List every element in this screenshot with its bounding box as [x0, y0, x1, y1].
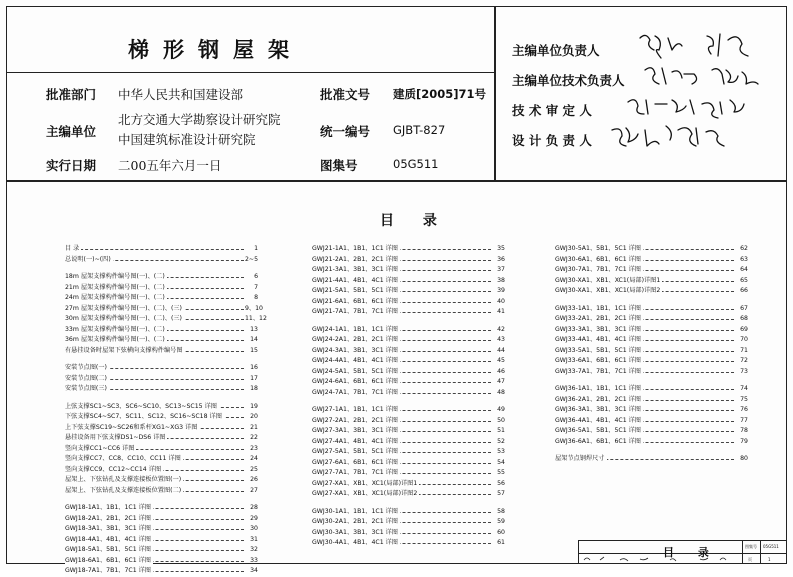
toc-entry-title: GWJ24-2A1、2B1、2C1 详图 — [312, 335, 400, 346]
toc-entry-title: 总说明(一)~(四) — [65, 255, 113, 266]
toc-entry — [312, 426, 505, 437]
toc-entry-title: GWJ18-5A1、5B1、5C1 详图 — [65, 545, 153, 556]
editor-unit-label: 主编单位 — [46, 124, 97, 139]
toc-entry-title: GWJ24-3A1、3B1、3C1 详图 — [312, 346, 400, 357]
toc-entry-page: 1 — [254, 245, 258, 252]
toc-entry — [65, 335, 258, 346]
toc-entry-title: GWJ27-XA1、XB1、XC1(局部)详图2 — [312, 489, 419, 500]
unified-no-label: 统一编号 — [320, 124, 371, 139]
toc-heading: 目 录 — [380, 213, 449, 229]
toc-entry-title: GWJ30-XA1、XB1、XC1(局部)详图2 — [555, 286, 662, 297]
toc-entry-title: GWJ21-2A1、2B1、2C1 详图 — [312, 255, 400, 266]
toc-leader-line — [65, 249, 244, 250]
toc-entry-page: 23 — [250, 444, 258, 452]
toc-entry-page: 70 — [740, 336, 748, 343]
toc-entry-page: 14 — [250, 336, 258, 343]
titleblock-top-line — [578, 540, 787, 541]
toc-entry-page: 38 — [497, 276, 505, 284]
toc-entry-title: GWJ30-5A1、5B1、5C1 详图 — [555, 244, 643, 255]
toc-entry-page: 29 — [250, 514, 258, 522]
toc-entry — [312, 447, 505, 458]
toc-entry-page: 57 — [497, 490, 505, 497]
toc-entry-title: GWJ33-3A1、3B1、3C1 详图 — [555, 325, 643, 336]
toc-entry-title: GWJ27-1A1、1B1、1C1 详图 — [312, 405, 400, 416]
unified-no-value: GJBT-827 — [393, 123, 446, 137]
editor-unit-value-2: 中国建筑标准设计研究院 — [118, 132, 256, 147]
toc-entry — [555, 426, 748, 437]
toc-entry-title: GWJ21-5A1、5B1、5C1 详图 — [312, 286, 400, 297]
toc-entry-page: 27 — [250, 486, 258, 494]
toc-entry-page: 58 — [497, 507, 505, 515]
toc-entry-title: 屋架上、下弦钻孔及支撑连接板位置图(一) — [65, 475, 183, 486]
toc-entry — [555, 325, 748, 336]
toc-entry — [65, 363, 258, 374]
toc-entry — [555, 244, 748, 255]
toc-entry-title: 36m 屋架支撑构件编号图(一)、(二) — [65, 335, 167, 346]
impl-date-label: 实行日期 — [46, 158, 97, 173]
toc-entry — [555, 384, 748, 395]
toc-entry-page: 53 — [497, 448, 505, 455]
toc-entry-title: GWJ36-6A1、6B1、6C1 详图 — [555, 437, 643, 448]
toc-entry — [65, 486, 258, 497]
toc-entry-title: GWJ21-6A1、6B1、6C1 详图 — [312, 297, 400, 308]
toc-entry-title: GWJ21-3A1、3B1、3C1 详图 — [312, 265, 400, 276]
toc-entry-title: 竖向支撑CC1~CC6 详图 — [65, 444, 136, 455]
toc-entry-title: GWJ33-2A1、2B1、2C1 详图 — [555, 314, 643, 325]
toc-entry — [555, 416, 748, 427]
toc-entry — [312, 388, 505, 399]
toc-entry-title: GWJ18-3A1、3B1、3C1 详图 — [65, 524, 153, 535]
toc-entry — [65, 503, 258, 514]
approval-doc-value: 建质[2005]71号 — [393, 87, 487, 101]
toc-entry — [65, 283, 258, 294]
toc-entry-title: GWJ27-XA1、XB1、XC1(局部)详图1 — [312, 479, 419, 490]
toc-entry — [555, 286, 748, 297]
impl-date-value: 二00五年六月一日 — [118, 158, 222, 173]
toc-entry-page: 80 — [740, 455, 748, 462]
toc-entry — [312, 276, 505, 287]
toc-entry-page: 61 — [497, 539, 505, 546]
toc-entry — [555, 395, 748, 406]
toc-entry-title: 安装节点图(一) — [65, 363, 109, 374]
toc-entry — [65, 475, 258, 486]
toc-entry-page: 47 — [497, 378, 505, 385]
toc-entry-page: 19 — [250, 402, 258, 410]
toc-entry-title: GWJ18-6A1、6B1、6C1 详图 — [65, 556, 153, 567]
toc-entry — [65, 465, 258, 476]
toc-entry — [312, 335, 505, 346]
toc-entry-page: 67 — [740, 304, 748, 312]
toc-entry — [312, 286, 505, 297]
toc-entry-page: 59 — [497, 518, 505, 525]
toc-entry-page: 17 — [250, 374, 258, 382]
toc-entry-page: 39 — [497, 287, 505, 294]
toc-entry — [65, 384, 258, 395]
titleblock-atlas-no: 05G511 — [763, 544, 779, 549]
toc-entry-page: 50 — [497, 416, 505, 424]
toc-entry — [65, 423, 258, 434]
toc-entry-title: GWJ36-3A1、3B1、3C1 详图 — [555, 405, 643, 416]
toc-entry-page: 65 — [740, 276, 748, 284]
toc-entry-title: 竖向支撑CC7、CC8、CC10、CC11 详图 — [65, 454, 183, 465]
toc-entry — [65, 402, 258, 413]
toc-entry — [312, 325, 505, 336]
toc-entry — [65, 433, 258, 444]
toc-entry-title: GWJ33-7A1、7B1、7C1 详图 — [555, 367, 643, 378]
toc-entry-page: 78 — [740, 427, 748, 434]
toc-entry-page: 66 — [740, 287, 748, 294]
toc-entry-title: GWJ30-1A1、1B1、1C1 详图 — [312, 507, 400, 518]
toc-entry — [65, 255, 258, 266]
toc-entry — [555, 405, 748, 416]
toc-entry-page: 72 — [740, 357, 748, 364]
toc-entry — [312, 244, 505, 255]
toc-entry-page: 69 — [740, 325, 748, 333]
toc-entry — [65, 556, 258, 567]
editor-unit-value-1: 北方交通大学勘察设计研究院 — [118, 112, 281, 127]
toc-entry — [312, 297, 505, 308]
toc-entry-title: GWJ30-3A1、3B1、3C1 详图 — [312, 528, 400, 539]
toc-entry-title: 30m 屋架支撑构件编号图(一)、(二)、(三) — [65, 314, 184, 325]
toc-entry-page: 76 — [740, 406, 748, 413]
toc-entry-title: GWJ24-6A1、6B1、6C1 详图 — [312, 377, 400, 388]
titleblock-signature-strip — [580, 555, 740, 563]
toc-entry-title: GWJ30-4A1、4B1、4C1 详图 — [312, 538, 400, 549]
toc-entry — [312, 416, 505, 427]
handwritten-signatures — [0, 0, 793, 180]
toc-entry-title: GWJ18-7A1、7B1、7C1 详图 — [65, 566, 153, 577]
toc-entry-title: GWJ30-7A1、7B1、7C1 详图 — [555, 265, 643, 276]
toc-entry-title: 下弦支撑SC4~SC7、SC11、SC12、SC16~SC18 详图 — [65, 412, 224, 423]
toc-entry-title: GWJ33-4A1、4B1、4C1 详图 — [555, 335, 643, 346]
document-title: 梯形钢屋架 — [128, 37, 303, 62]
toc-entry-page: 41 — [497, 308, 505, 315]
header-divider — [6, 180, 787, 182]
toc-entry — [312, 367, 505, 378]
toc-entry-title: GWJ24-7A1、7B1、7C1 详图 — [312, 388, 400, 399]
toc-entry-title: GWJ21-4A1、4B1、4C1 详图 — [312, 276, 400, 287]
toc-entry — [312, 479, 505, 490]
toc-entry — [65, 514, 258, 525]
toc-entry — [312, 458, 505, 469]
toc-entry — [312, 437, 505, 448]
toc-entry-title: GWJ36-5A1、5B1、5C1 详图 — [555, 426, 643, 437]
toc-entry-title: GWJ30-2A1、2B1、2C1 详图 — [312, 517, 400, 528]
toc-entry-title: GWJ21-7A1、7B1、7C1 详图 — [312, 307, 400, 318]
toc-entry-page: 18 — [250, 385, 258, 392]
approval-dept-label: 批准部门 — [46, 87, 97, 102]
toc-entry-page: 60 — [497, 528, 505, 536]
toc-entry — [555, 356, 748, 367]
toc-entry-page: 33 — [250, 556, 258, 564]
toc-entry-title: 安装节点图(二) — [65, 374, 109, 385]
toc-entry — [555, 314, 748, 325]
toc-entry-title: GWJ33-1A1、1B1、1C1 详图 — [555, 304, 643, 315]
toc-entry — [65, 444, 258, 455]
toc-entry-title: GWJ24-5A1、5B1、5C1 详图 — [312, 367, 400, 378]
toc-entry-page: 68 — [740, 315, 748, 322]
role-chief-tech-head: 主编单位技术负责人 — [512, 73, 625, 88]
toc-entry-title: GWJ24-1A1、1B1、1C1 详图 — [312, 325, 400, 336]
toc-entry-title: GWJ36-2A1、2B1、2C1 详图 — [555, 395, 643, 406]
toc-entry-page: 71 — [740, 346, 748, 354]
toc-entry-page: 73 — [740, 367, 748, 375]
toc-entry-page: 51 — [497, 427, 505, 434]
toc-entry-page: 13 — [250, 325, 258, 333]
titleblock-page-no: 1 — [768, 557, 771, 562]
toc-entry-title: 上弦支撑SC1~SC3、SC6~SC10、SC13~SC15 详图 — [65, 402, 219, 413]
toc-entry — [65, 454, 258, 465]
approval-dept-value: 中华人民共和国建设部 — [118, 87, 244, 102]
toc-entry-title: GWJ21-1A1、1B1、1C1 详图 — [312, 244, 400, 255]
toc-entry-page: 6 — [254, 273, 258, 280]
toc-entry — [555, 346, 748, 357]
toc-entry-page: 15 — [250, 346, 258, 354]
approval-doc-label: 批准文号 — [320, 87, 371, 102]
toc-entry-title: 24m 屋架支撑构件编号图(一)、(二) — [65, 293, 167, 304]
toc-entry-title: GWJ27-2A1、2B1、2C1 详图 — [312, 416, 400, 427]
toc-entry-page: 54 — [497, 458, 505, 466]
toc-entry-title: GWJ18-1A1、1B1、1C1 详图 — [65, 503, 153, 514]
toc-entry — [65, 325, 258, 336]
role-chief-unit-head: 主编单位负责人 — [512, 43, 600, 58]
titleblock-atlas-label: 图集号 — [745, 544, 757, 549]
toc-entry-page: 63 — [740, 255, 748, 263]
toc-entry-page: 34 — [250, 567, 258, 574]
toc-entry — [312, 265, 505, 276]
toc-entry — [312, 356, 505, 367]
toc-entry — [65, 346, 258, 357]
toc-entry-title: GWJ36-1A1、1B1、1C1 详图 — [555, 384, 643, 395]
toc-entry — [312, 377, 505, 388]
toc-entry-page: 62 — [740, 245, 748, 252]
toc-entry-title: 竖向支撑CC9、CC12~CC14 详图 — [65, 465, 163, 476]
toc-entry-page: 79 — [740, 437, 748, 445]
toc-entry — [312, 307, 505, 318]
toc-entry — [312, 528, 505, 539]
toc-entry-page: 28 — [250, 504, 258, 511]
toc-entry — [312, 405, 505, 416]
toc-column-1 — [65, 244, 267, 577]
toc-entry-page: 35 — [497, 245, 505, 252]
toc-entry-page: 20 — [250, 413, 258, 420]
toc-entry-page: 26 — [250, 476, 258, 483]
toc-entry — [555, 335, 748, 346]
toc-entry-page: 16 — [250, 364, 258, 371]
toc-entry-title: GWJ24-4A1、4B1、4C1 详图 — [312, 356, 400, 367]
toc-entry-page: 9、10 — [245, 304, 263, 312]
toc-entry-page: 77 — [740, 416, 748, 424]
toc-entry — [65, 314, 267, 325]
toc-entry — [312, 489, 505, 500]
toc-entry-page: 64 — [740, 266, 748, 273]
toc-entry-title: 目 录 — [65, 244, 81, 255]
toc-entry-title: GWJ18-2A1、2B1、2C1 详图 — [65, 514, 153, 525]
toc-entry — [555, 255, 748, 266]
toc-column-2 — [312, 244, 505, 549]
toc-entry — [555, 276, 748, 287]
toc-entry-title: 安装节点图(三) — [65, 384, 109, 395]
toc-entry-title: 21m 屋架支撑构件编号图(一)、(二) — [65, 283, 167, 294]
role-technical-reviewer: 技 术 审 定 人 — [512, 103, 592, 118]
toc-entry — [65, 272, 258, 283]
atlas-no-label: 图集号 — [320, 158, 358, 173]
toc-entry-title: GWJ27-6A1、6B1、6C1 详图 — [312, 458, 400, 469]
toc-entry-page: 32 — [250, 546, 258, 553]
toc-entry-page: 44 — [497, 346, 505, 354]
toc-entry-page: 49 — [497, 406, 505, 413]
toc-entry-title: GWJ33-6A1、6B1、6C1 详图 — [555, 356, 643, 367]
toc-entry — [312, 346, 505, 357]
toc-entry — [555, 265, 748, 276]
toc-entry — [65, 535, 258, 546]
toc-entry — [65, 244, 258, 255]
titleblock-left-line — [578, 540, 579, 564]
toc-entry-page: 74 — [740, 385, 748, 392]
toc-entry-page: 25 — [250, 465, 258, 473]
toc-entry-page: 37 — [497, 266, 505, 273]
toc-entry-page: 11、12 — [245, 315, 267, 322]
titleblock-title: 目 录 — [663, 546, 719, 559]
toc-entry-page: 8 — [254, 294, 258, 301]
toc-column-3 — [555, 244, 748, 465]
toc-entry-page: 36 — [497, 255, 505, 263]
toc-entry-page: 45 — [497, 357, 505, 364]
toc-entry-title: 屋架节点钢焊尺寸 — [555, 454, 607, 465]
toc-entry — [555, 304, 748, 315]
toc-entry — [312, 507, 505, 518]
toc-entry-title: GWJ33-5A1、5B1、5C1 详图 — [555, 346, 643, 357]
toc-entry-title: GWJ27-3A1、3B1、3C1 详图 — [312, 426, 400, 437]
toc-entry — [555, 454, 748, 465]
toc-entry-title: GWJ27-5A1、5B1、5C1 详图 — [312, 447, 400, 458]
toc-entry — [65, 412, 258, 423]
toc-entry-page: 42 — [497, 325, 505, 333]
toc-entry — [65, 545, 258, 556]
toc-entry — [555, 437, 748, 448]
toc-entry-title: 有悬挂设备时屋架下弦横向支撑构件编号图 — [65, 346, 185, 357]
toc-entry-page: 40 — [497, 297, 505, 305]
toc-entry — [312, 538, 505, 549]
toc-entry — [65, 293, 258, 304]
toc-entry-title: GWJ30-XA1、XB1、XC1(局部)详图1 — [555, 276, 662, 287]
toc-entry-page: 48 — [497, 388, 505, 396]
toc-entry-title: 27m 屋架支撑构件编号图(一)、(二)、(三) — [65, 304, 184, 315]
toc-entry-page: 56 — [497, 479, 505, 487]
toc-entry — [555, 367, 748, 378]
toc-entry-title: 悬挂设备用下弦支撑DS1~DS6 详图 — [65, 433, 167, 444]
toc-entry-title: 上下弦支撑SC19~SC26和系杆XG1~XG3 详图 — [65, 423, 199, 434]
toc-entry-title: 33m 屋架支撑构件编号图(一)、(二) — [65, 325, 167, 336]
toc-entry-title: GWJ30-6A1、6B1、6C1 详图 — [555, 255, 643, 266]
toc-entry-page: 7 — [254, 283, 258, 291]
toc-entry-page: 30 — [250, 525, 258, 532]
toc-entry-page: 75 — [740, 395, 748, 403]
toc-entry — [312, 517, 505, 528]
toc-entry-page: 46 — [497, 367, 505, 375]
toc-entry-page: 43 — [497, 336, 505, 343]
toc-entry-title: 18m 屋架支撑构件编号图(一)、(二) — [65, 272, 167, 283]
toc-entry-page: 2~5 — [245, 255, 259, 263]
toc-entry-title: GWJ36-4A1、4B1、4C1 详图 — [555, 416, 643, 427]
toc-entry — [65, 374, 258, 385]
titleblock-col-line-2 — [760, 540, 761, 564]
toc-entry-page: 24 — [250, 455, 258, 462]
toc-entry-title: GWJ27-4A1、4B1、4C1 详图 — [312, 437, 400, 448]
toc-entry-page: 31 — [250, 535, 258, 543]
role-design-lead: 设 计 负 责 人 — [512, 133, 592, 148]
toc-entry-title: GWJ27-7A1、7B1、7C1 详图 — [312, 468, 400, 479]
titleblock-page-label: 页 — [748, 557, 752, 562]
toc-entry-page: 21 — [250, 423, 258, 431]
toc-entry — [65, 524, 258, 535]
toc-entry-title: GWJ18-4A1、4B1、4C1 详图 — [65, 535, 153, 546]
toc-entry — [312, 468, 505, 479]
toc-entry-title: 屋架上、下弦钻孔及支撑连接板位置图(二) — [65, 486, 183, 497]
toc-entry-page: 55 — [497, 469, 505, 476]
toc-entry — [312, 255, 505, 266]
toc-entry-page: 52 — [497, 437, 505, 445]
toc-entry-page: 22 — [250, 434, 258, 441]
atlas-no-value: 05G511 — [393, 157, 439, 171]
titleblock-col-line — [742, 540, 743, 564]
toc-entry — [65, 566, 258, 577]
toc-entry — [65, 304, 263, 315]
